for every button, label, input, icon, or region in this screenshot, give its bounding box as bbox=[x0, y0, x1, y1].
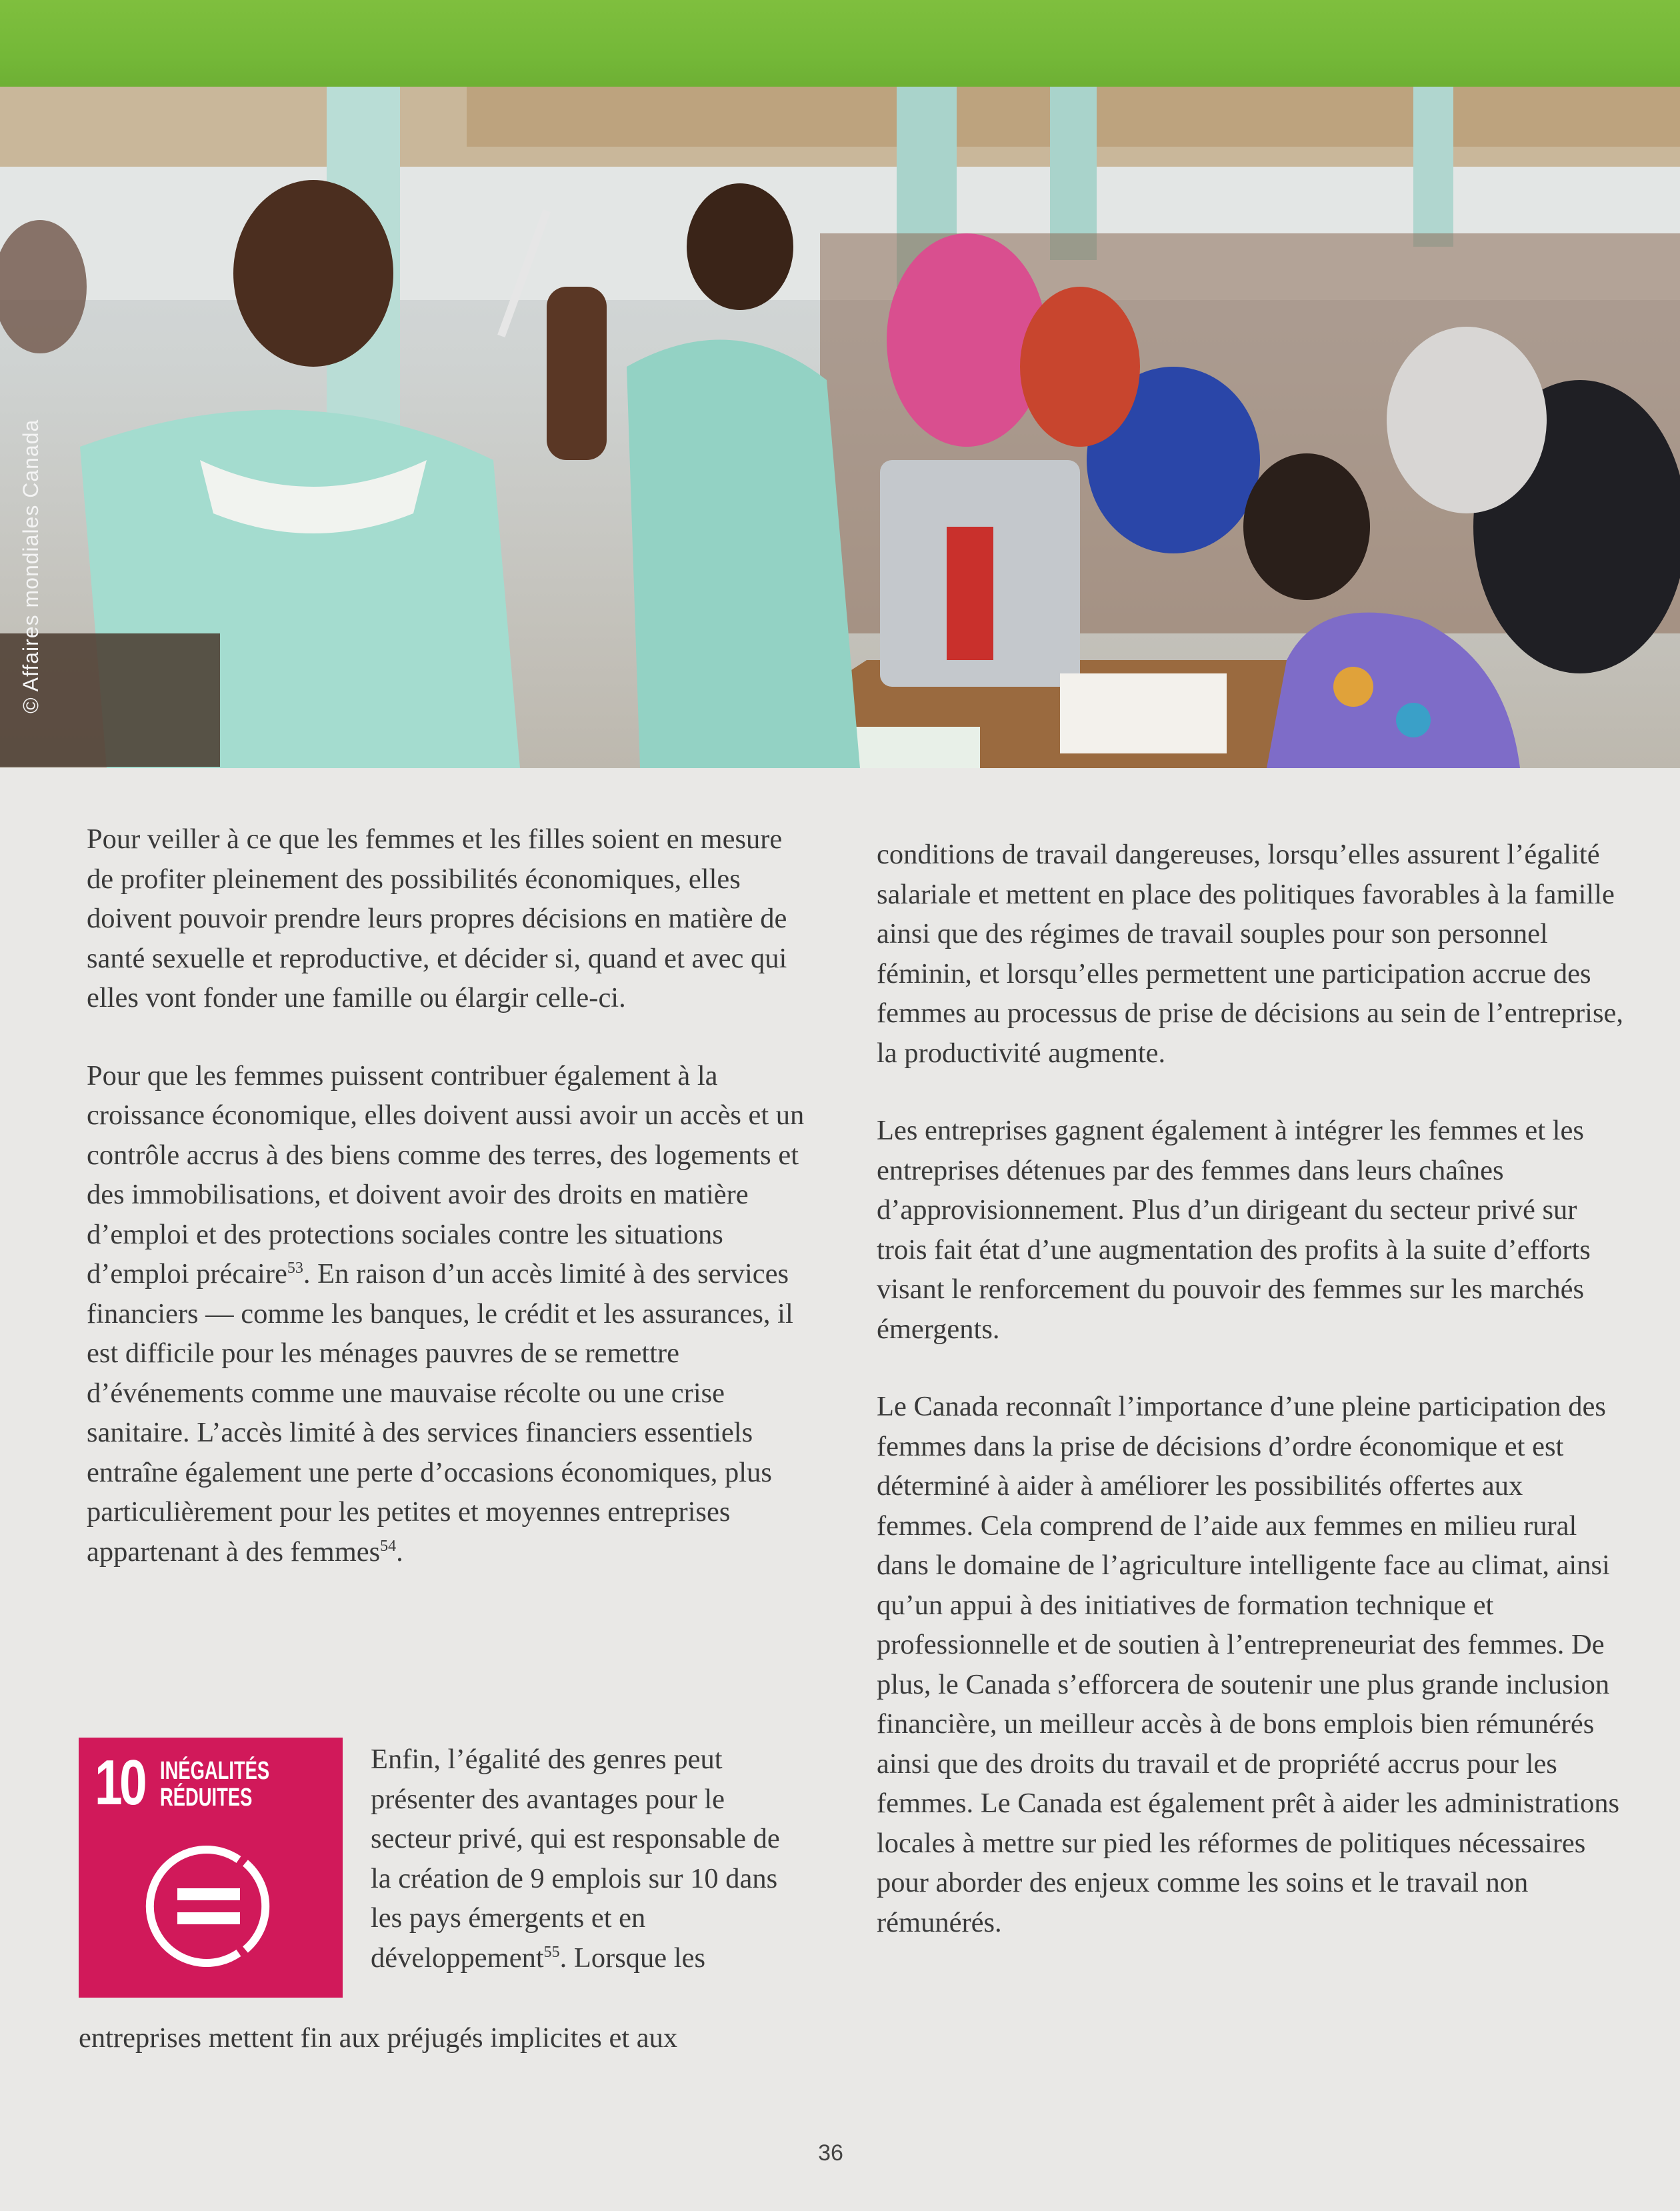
photo-illustration bbox=[0, 87, 1680, 768]
paragraph-text: . En raison d’un accès limité à des services financiers — comme les banques, le crédit et les assurances, il est difficile pour les ménages pauvres de se remettre d’événements comme une mauvaise récolte ou une crise sanitaire. L’accès limité à des services financiers essentiels entraîne également une perte d’occasions économiques, plus particulièrement pour les petites et moyennes entreprises appartenant à des femmes bbox=[87, 1258, 793, 1568]
vaccination-clinic-photo bbox=[0, 87, 1680, 768]
paragraph bbox=[87, 1056, 807, 1572]
paragraph: Les entreprises gagnent également à intégrer les femmes et les entreprises détenues par des femmes dans leurs chaînes d’approvisionnement. Plus d’un dirigeant du secteur privé sur trois fait état d’une augmentation des profits à la suite d’efforts visant le renforcement du pouvoir des femmes sur les marchés émergents. bbox=[877, 1115, 1591, 1345]
footnote-ref: 53 bbox=[287, 1259, 303, 1277]
equality-icon bbox=[139, 1836, 279, 1976]
sdg-10-badge bbox=[79, 1738, 343, 1998]
right-column bbox=[877, 835, 1623, 1942]
paragraph: Pour veiller à ce que les femmes et les filles soient en mesure de profiter pleinement des possibilités économiques, elles doivent pouvoir prendre leurs propres décisions en matière de santé sexuelle et reproductive, et décider si, quand et avec qui elles vont fonder une famille ou élargir celle-ci. bbox=[87, 823, 787, 1013]
sdg-title-line: RÉDUITES bbox=[160, 1784, 253, 1812]
paragraph-continuation: entreprises mettent fin aux préjugés implicites et aux bbox=[79, 2022, 678, 2054]
paragraph-text: . bbox=[396, 1536, 403, 1568]
footnote-ref: 55 bbox=[543, 1943, 560, 1961]
page-number: 36 bbox=[818, 2140, 843, 2166]
photo-credit: © Affaires mondiales Canada bbox=[19, 419, 43, 713]
paragraph-text: Enfin, l’égalité des genres peut présenter des avantages pour le secteur privé, qui est responsable de la création de 9 emplois sur 10 dans les pays émergents et en développement bbox=[371, 1744, 780, 1974]
sdg-title bbox=[160, 1758, 269, 1811]
sdg-number: 10 bbox=[95, 1747, 144, 1818]
paragraph: Le Canada reconnaît l’importance d’une pleine participation des femmes dans la prise de décisions d’ordre économique et est déterminé à aider à améliorer les possibilités offertes aux femmes. Cela comprend de l’aide aux femmes en milieu rural dans le domaine de l’agriculture intelligente face au climat, ainsi qu’un appui à des initiatives de formation technique et professionnelle et de soutien à l’entrepreneuriat des femmes. De plus, le Canada s’efforcera de soutenir une plus grande inclusion financière, un meilleur accès à de bons emplois bien rémunérés ainsi que des droits du travail et de propriété accrus pour les femmes. Le Canada est également prêt à aider les administrations locales à mettre sur pied les réformes de politiques nécessaires pour aborder des enjeux comme les soins et le travail non rémunérés. bbox=[877, 1391, 1620, 1938]
paragraph-text: Pour que les femmes puissent contribuer également à la croissance économique, elles doivent aussi avoir un accès et un contrôle accrus à des biens comme des terres, des logements et des immobilisations, et doivent avoir des droits en matière d’emploi et des protections sociales contre les situations d’emploi précaire bbox=[87, 1059, 805, 1290]
sdg-wrap-paragraph bbox=[371, 1740, 784, 1978]
left-column bbox=[87, 819, 807, 1572]
sdg-title-line: INÉGALITÉS bbox=[160, 1757, 270, 1785]
paragraph: conditions de travail dangereuses, lorsqu’elles assurent l’égalité salariale et mettent en place des politiques favorables à la famille ainsi que des régimes de travail souples pour son personnel féminin, et lorsqu’elles permettent une participation accrue des femmes au processus de prise de décisions au sein de l’entreprise, la productivité augmente. bbox=[877, 839, 1623, 1069]
top-green-band bbox=[0, 0, 1680, 93]
paragraph-text: . Lorsque les bbox=[559, 1942, 705, 1974]
footnote-ref: 54 bbox=[380, 1537, 397, 1555]
